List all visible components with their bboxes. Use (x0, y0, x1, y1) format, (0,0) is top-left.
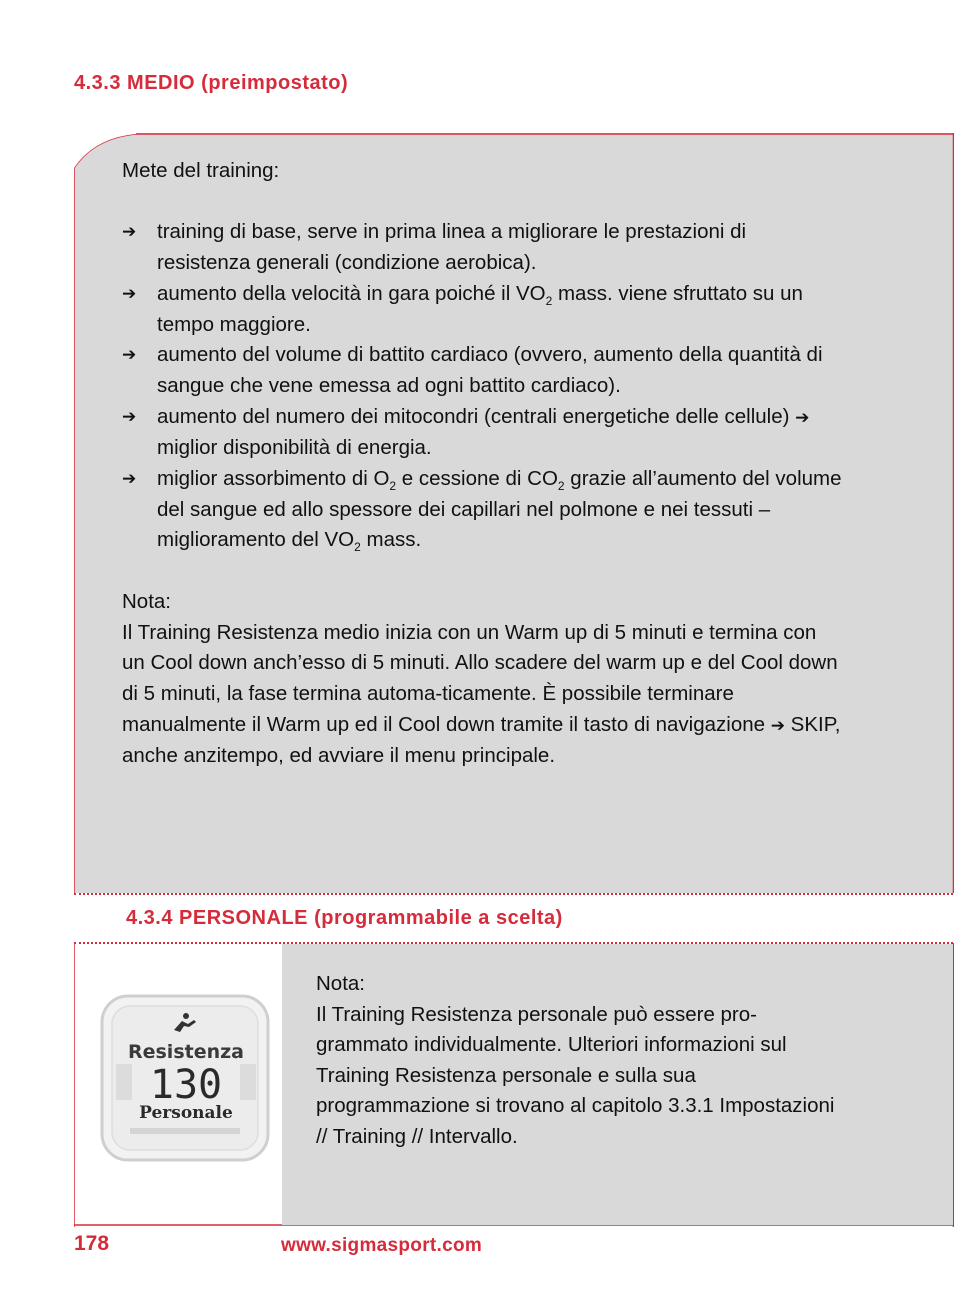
note-label: Nota: (122, 589, 171, 613)
heading-paren: (preimpostato) (201, 72, 349, 94)
arrow-right-icon: ➔ (770, 715, 785, 735)
list-item: ➔ training di base, serve in prima linea a migliorare le prestazioni di resistenza generali (condizione aerobica). (122, 217, 842, 278)
divider (74, 893, 953, 895)
arrow-right-icon: ➔ (122, 222, 137, 242)
goals-list (122, 217, 842, 556)
heading-title: 4.3.4 PERSONALE (126, 907, 309, 929)
note-text: Il Training Resistenza medio inizia con un Warm up di 5 minuti e termina con un Cool down anch’esso di 5 minuti. Allo scadere del warm up e del Cool down di 5 minuti, la fase termina automa-ticamente. È possibile terminare manualmente il Warm up ed il Cool down tramite il tasto di navigazione ➔ SKIP, anche anzitempo, ed avviare il menu principale. (122, 620, 841, 768)
arrow-right-icon: ➔ (122, 406, 137, 426)
heading-paren: (programmabile a scelta) (314, 907, 563, 929)
page-number: 178 (74, 1232, 110, 1255)
arrow-right-icon: ➔ (122, 469, 137, 489)
arrow-right-icon: ➔ (795, 407, 810, 427)
arrow-right-icon: ➔ (122, 283, 137, 303)
intro-text: Mete del training: (122, 159, 280, 182)
heading-title: 4.3.3 MEDIO (74, 72, 196, 94)
list-item: ➔ aumento della velocità in gara poiché il $VO_2$ mass. viene sfruttato su un tempo maggiore. (122, 279, 842, 340)
section-heading-personale (74, 893, 954, 943)
footer-url[interactable]: www.sigmasport.com (281, 1235, 483, 1256)
section-heading-medio (74, 72, 348, 95)
list-item: ➔ aumento del numero dei mitocondri (centrali energetiche delle cellule) ➔ miglior disponibilità di energia. (122, 402, 842, 464)
device-display-image (100, 994, 272, 1169)
note-label: Nota: (316, 972, 365, 995)
device-line3: Personale (139, 1103, 233, 1123)
arrow-right-icon: ➔ (122, 345, 137, 365)
list-item: ➔ miglior assorbimento di $O_2$ e cessione di $CO_2$ grazie all’aumento del volume del sangue ed allo spessore dei capillari nel polmone e nei tessuti – miglioramento del $VO_2$ mass. (122, 464, 842, 556)
device-value: 130 (149, 1062, 223, 1108)
device-line1: Resistenza (127, 1041, 245, 1063)
personale-note (316, 969, 846, 1152)
main-text (122, 156, 842, 772)
note-text: Il Training Resistenza personale può essere pro-grammato individualmente. Ulteriori informazioni sul Training Resistenza personale e sulla sua programmazione si trovano al capitolo 3.3.1 Impostazioni // Training // Intervallo. (316, 1002, 835, 1148)
list-item: ➔ aumento del volume di battito cardiaco (ovvero, aumento della quantità di sangue che vene emessa ad ogni battito cardiaco). (122, 340, 842, 401)
